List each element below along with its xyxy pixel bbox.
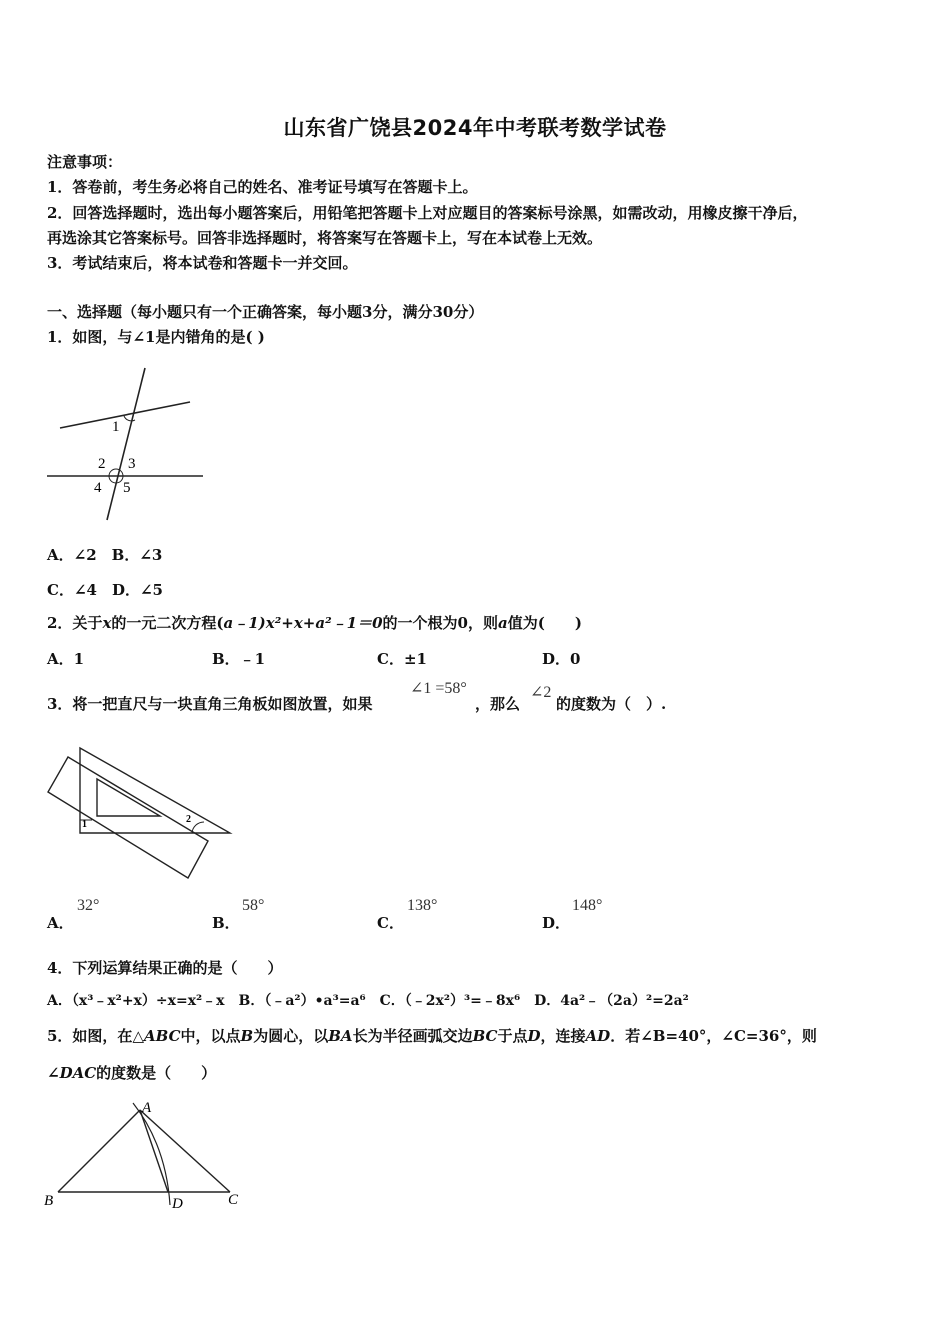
question-2-stem [47,613,582,633]
q5-b-text: 为圆心，以 [253,1027,329,1045]
question-3-stem-mid: ，那么 [475,695,521,713]
label-c: C [228,1192,239,1208]
question-3-option-b-value: 58° [242,897,265,914]
question-3-option-c-letter: C． [377,914,404,932]
question-2-option-b: B．﹣1 [212,650,266,668]
notice-item-1: 1．答卷前，考生务必将自己的姓名、准考证号填写在答题卡上。 [47,178,478,196]
question-2-option-d: D．0 [542,650,581,668]
question-1-options-cd: C．∠4 D．∠5 [47,581,163,599]
notice-item-3: 3．考试结束后，将本试卷和答题卡一并交回。 [47,254,358,272]
label-b: B [44,1193,54,1209]
q5-rest: 的度数是（ ） [96,1064,217,1082]
q5-c-text: 长为半径画弧交边 [352,1027,473,1045]
q2-stem-end: 值为( ) [507,614,582,632]
notice-heading: 注意事项： [47,153,123,171]
q5-ba: BA [328,1027,353,1045]
question-3-stem-post: 的度数为（ ）. [556,695,667,713]
question-5-line-2 [47,1063,216,1083]
q5-abc: ABC [143,1027,181,1045]
q2-stem-post: 的一个根为0，则 [382,614,498,632]
label-2: 2 [98,456,106,472]
q5-pre: 5．如图，在△ [47,1027,144,1045]
question-3-option-c-value: 138° [407,897,438,914]
question-1-figure [40,360,220,530]
triangle-inner [97,779,160,816]
q5-d: D [527,1027,541,1045]
question-1-stem: 1．如图，与∠1是内错角的是( ) [47,328,265,346]
question-2-option-a: A．1 [47,650,85,668]
q2-stem-mid: 的一元二次方程( [111,614,224,632]
side-ba [58,1110,140,1192]
question-3-figure [40,740,240,885]
triangle-outer [80,748,230,833]
line-upper [60,402,190,428]
q5-bc: BC [472,1027,498,1045]
label-1: 1 [82,819,87,830]
q2-var-a2: a [497,614,508,632]
question-3-given: ∠1 =58° [410,680,467,697]
question-3-option-a-letter: A． [47,914,74,932]
arc-from-b [133,1103,170,1205]
line-transversal [107,368,145,520]
question-5-line-1 [47,1026,817,1046]
q5-angle-dac: ∠DAC [47,1064,97,1082]
question-5-figure [40,1095,250,1215]
label-4: 4 [94,480,102,496]
question-3-option-b-letter: B． [212,914,240,932]
q2-stem-pre: 2．关于 [47,614,103,632]
question-3-ask: ∠2 [530,684,552,701]
page-title: 山东省广饶县2024年中考联考数学试卷 [283,116,667,140]
question-3-option-d-letter: D． [542,914,571,932]
question-3-option-d-value: 148° [572,897,603,914]
question-4-stem: 4．下列运算结果正确的是（ ） [47,959,283,977]
q5-a: 中，以点 [180,1027,241,1045]
question-3-option-a-value: 32° [77,897,100,914]
question-3-stem-pre: 3．将一把直尺与一块直角三角板如图放置，如果 [47,695,373,713]
question-4-options: A．（x³﹣x²+x）÷x=x²﹣x B．（﹣a²）•a³=a⁶ C．（﹣2x²）³=﹣8x⁶ D．4a²﹣（2a）²=2a² [47,993,689,1009]
label-3: 3 [128,456,136,472]
notice-item-2-cont: 再选涂其它答案标号。回答非选择题时，将答案写在答题卡上，写在本试卷上无效。 [47,229,603,247]
q5-f-text: ．若∠B=40°，∠C=36°，则 [610,1027,817,1045]
label-d: D [172,1196,183,1212]
q2-var-x: x [102,614,112,632]
q5-ad: AD [585,1027,611,1045]
question-2-option-c: C．±1 [377,650,427,668]
q5-d-text: 于点 [497,1027,528,1045]
label-2: 2 [186,814,191,825]
q5-b: B [240,1027,254,1045]
question-1-options-ab: A．∠2 B．∠3 [47,546,163,564]
q2-equation: ﹣1)x²+x+a²﹣1＝0 [233,614,383,632]
q5-e-text: ，连接 [540,1027,586,1045]
notice-item-2: 2．回答选择题时，选出每小题答案后，用铅笔把答题卡上对应题目的答案标号涂黑，如需改动，用橡皮擦干净后， [47,204,808,222]
q2-var-a: a [223,614,234,632]
section-heading: 一、选择题（每小题只有一个正确答案，每小题3分，满分30分） [47,303,484,321]
label-1: 1 [112,419,120,435]
label-5: 5 [123,480,131,496]
label-a: A [142,1100,152,1116]
angle-mark-2 [192,822,204,833]
